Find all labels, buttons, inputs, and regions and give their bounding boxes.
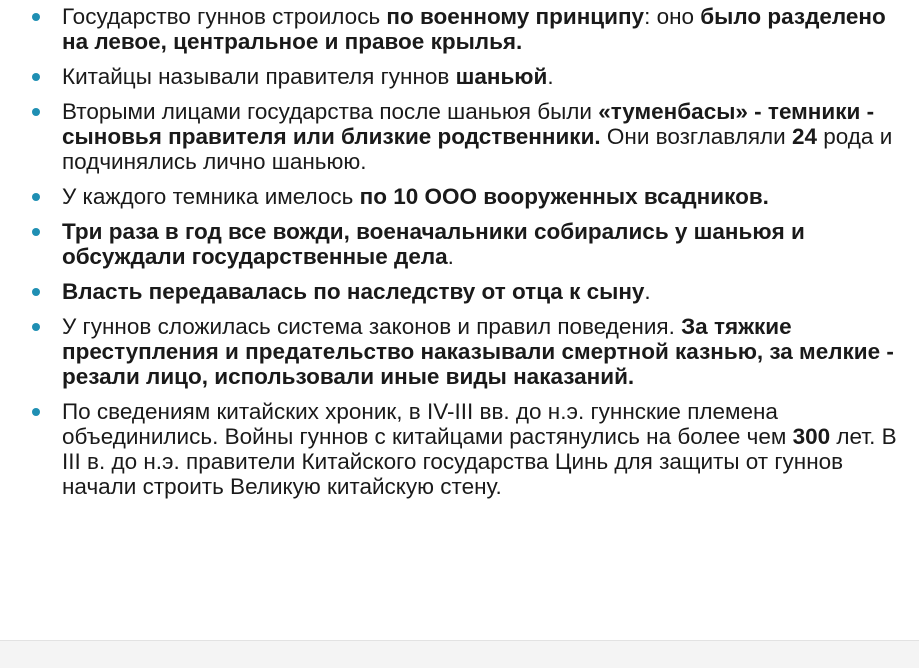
bullet-dot-icon [32,323,40,331]
bullet-text [62,314,894,389]
bullet-item-4 [30,184,900,209]
bullet-text [62,64,554,89]
bold-text-run: Три раза в год все вожди, военачальники собирались у шаньюя и обсуждали государственные дела [62,219,805,269]
bullet-dot-icon [32,408,40,416]
text-run: . [447,244,454,269]
bold-text-run: по военному принципу [386,4,645,29]
text-run: У каждого темника имелось [62,184,360,209]
bullet-item-1 [30,4,900,54]
text-run: лет. В III в. до н.э. правители Китайского государства Цинь для защиты от гуннов начали строить Великую китайскую стену. [62,424,897,499]
bold-text-run: «туменбасы» - темники - сыновья правителя или близкие родственники. [62,99,875,149]
bullet-text [62,399,897,499]
text-run: : оно [644,4,701,29]
bold-text-run: было разделено на левое, центральное и правое крылья. [62,4,886,54]
text-run: . [644,279,651,304]
bold-text-run: 24 [791,124,818,149]
bullet-text [62,4,886,54]
text-run: . [547,64,554,89]
bold-text-run: шаньюй [455,64,548,89]
bullet-item-3 [30,99,900,174]
bold-text-run: 300 [792,424,831,449]
bullet-dot-icon [32,73,40,81]
bullet-item-2 [30,64,900,89]
bullet-item-8 [30,399,900,499]
bullet-item-7 [30,314,900,389]
text-run: Китайцы называли правителя гуннов [62,64,456,89]
text-run: Вторыми лицами государства после шаньюя были [62,99,599,124]
bullet-item-5 [30,219,900,269]
text-run: По сведениям китайских хроник, в IV-III вв. до н.э. гуннские племена объединились. Войны гуннов с китайцами растянулись на более чем [62,399,793,449]
bullet-item-6 [30,279,900,304]
text-run: Они возглавляли [600,124,792,149]
bullet-text [62,279,651,304]
text-run: Государство гуннов строилось [62,4,387,29]
bullet-text [62,219,805,269]
bullet-list [30,4,900,509]
bold-text-run: по 10 ООО вооруженных всадников. [359,184,769,209]
bullet-dot-icon [32,108,40,116]
bold-text-run: Власть передавалась по наследству от отца к сыну [62,279,645,304]
bottom-strip [0,640,919,668]
bullet-text [62,184,769,209]
bullet-dot-icon [32,228,40,236]
bullet-dot-icon [32,13,40,21]
bold-text-run: За тяжкие преступления и предательство наказывали смертной казнью, за мелкие - резали лицо, использовали иные виды наказаний. [62,314,894,389]
bullet-text [62,99,892,174]
text-run: У гуннов сложилась система законов и правил поведения. [62,314,682,339]
bullet-dot-icon [32,288,40,296]
bullet-dot-icon [32,193,40,201]
text-run: рода и подчинялись лично шаньюю. [62,124,893,174]
